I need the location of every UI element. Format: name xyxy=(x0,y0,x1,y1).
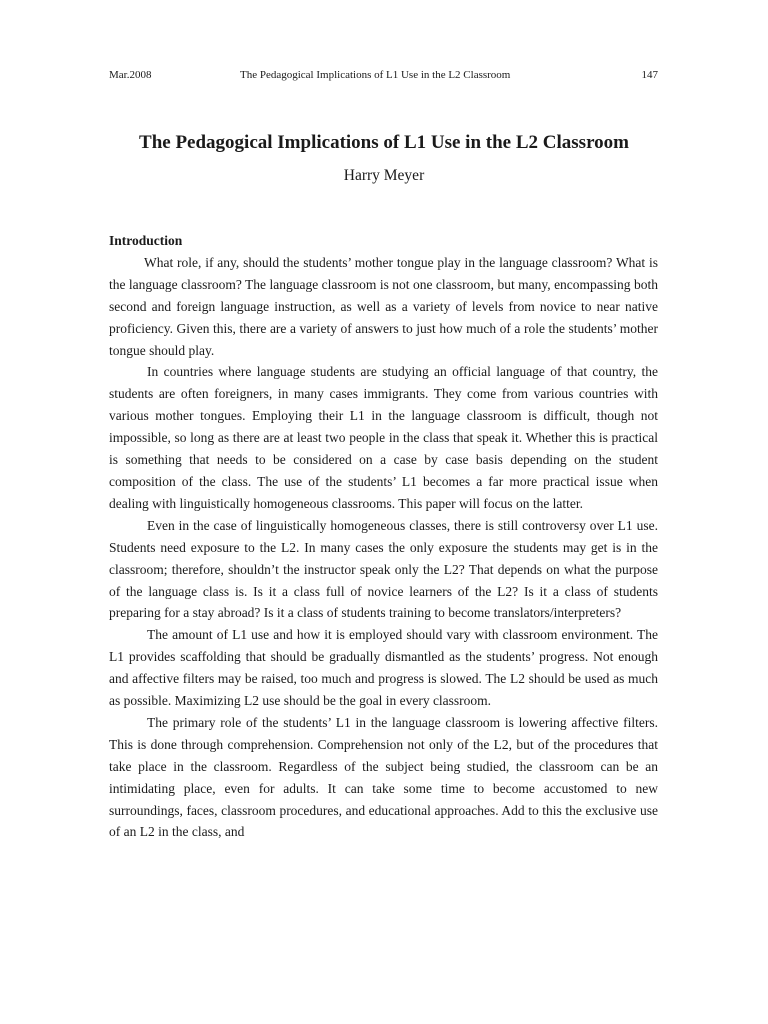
paragraph: What role, if any, should the students’ mother tongue play in the language classroom? What is the language classroom? The language classroom is not one classroom, but many, encompassing both second and foreign language instruction, as well as a variety of levels from novice to near native proficiency. Given this, there are a variety of answers to just how much of a role the students’ mother tongue should play. xyxy=(109,254,658,358)
paragraph: The primary role of the students’ L1 in the language classroom is lowering affective filters. This is done through comprehension. Comprehension not only of the L2, but of the procedures that take place in the classroom. Regardless of the subject being studied, the classroom can be an intimidating place, even for adults. It can take some time to become accustomed to new surroundings, faces, classroom procedures, and educational approaches. Add to this the exclusive use of an L2 in the class, and xyxy=(109,714,658,840)
paragraph: In countries where language students are studying an official language of that country, the students are often foreigners, in many cases immigrants. They come from various countries with various mother tongues. Employing their L1 in the language classroom is difficult, though not impossible, so long as there are at least two people in the class that speak it. Whether this is practical is something that needs to be considered on a case by case basis depending on the student composition of the class. The use of the students’ L1 becomes a far more practical issue when dealing with linguistically homogeneous classrooms. This paper will focus on the latter. xyxy=(109,364,658,511)
running-header xyxy=(109,67,658,83)
header-page-number: 147 xyxy=(641,69,658,81)
article-author: Harry Meyer xyxy=(343,167,425,184)
article-title: The Pedagogical Implications of L1 Use in the L2 Classroom xyxy=(139,132,629,153)
paragraph: Even in the case of linguistically homogeneous classes, there is still controversy over L1 use. Students need exposure to the L2. In many cases the only exposure the students may get is in the classroom; therefore, shouldn’t the instructor speak only the L2? That depends on what the purpose of the language class is. Is it a class full of novice learners of the L2? Is it a class of students preparing for a stay abroad? Is it a class of students training to become translators/interpreters? xyxy=(109,517,658,621)
section-heading: Introduction xyxy=(109,233,183,248)
header-running-title: The Pedagogical Implications of L1 Use in the L2 Classroom xyxy=(240,69,511,81)
header-date: Mar.2008 xyxy=(109,69,152,81)
article-body xyxy=(109,230,658,843)
paragraph: The amount of L1 use and how it is employed should vary with classroom environment. The L1 provides scaffolding that should be gradually dismantled as the students’ progress. Not enough and affective filters may be raised, too much and progress is slowed. The L2 should be used as much as possible. Maximizing L2 use should be the goal in every classroom. xyxy=(109,627,658,709)
